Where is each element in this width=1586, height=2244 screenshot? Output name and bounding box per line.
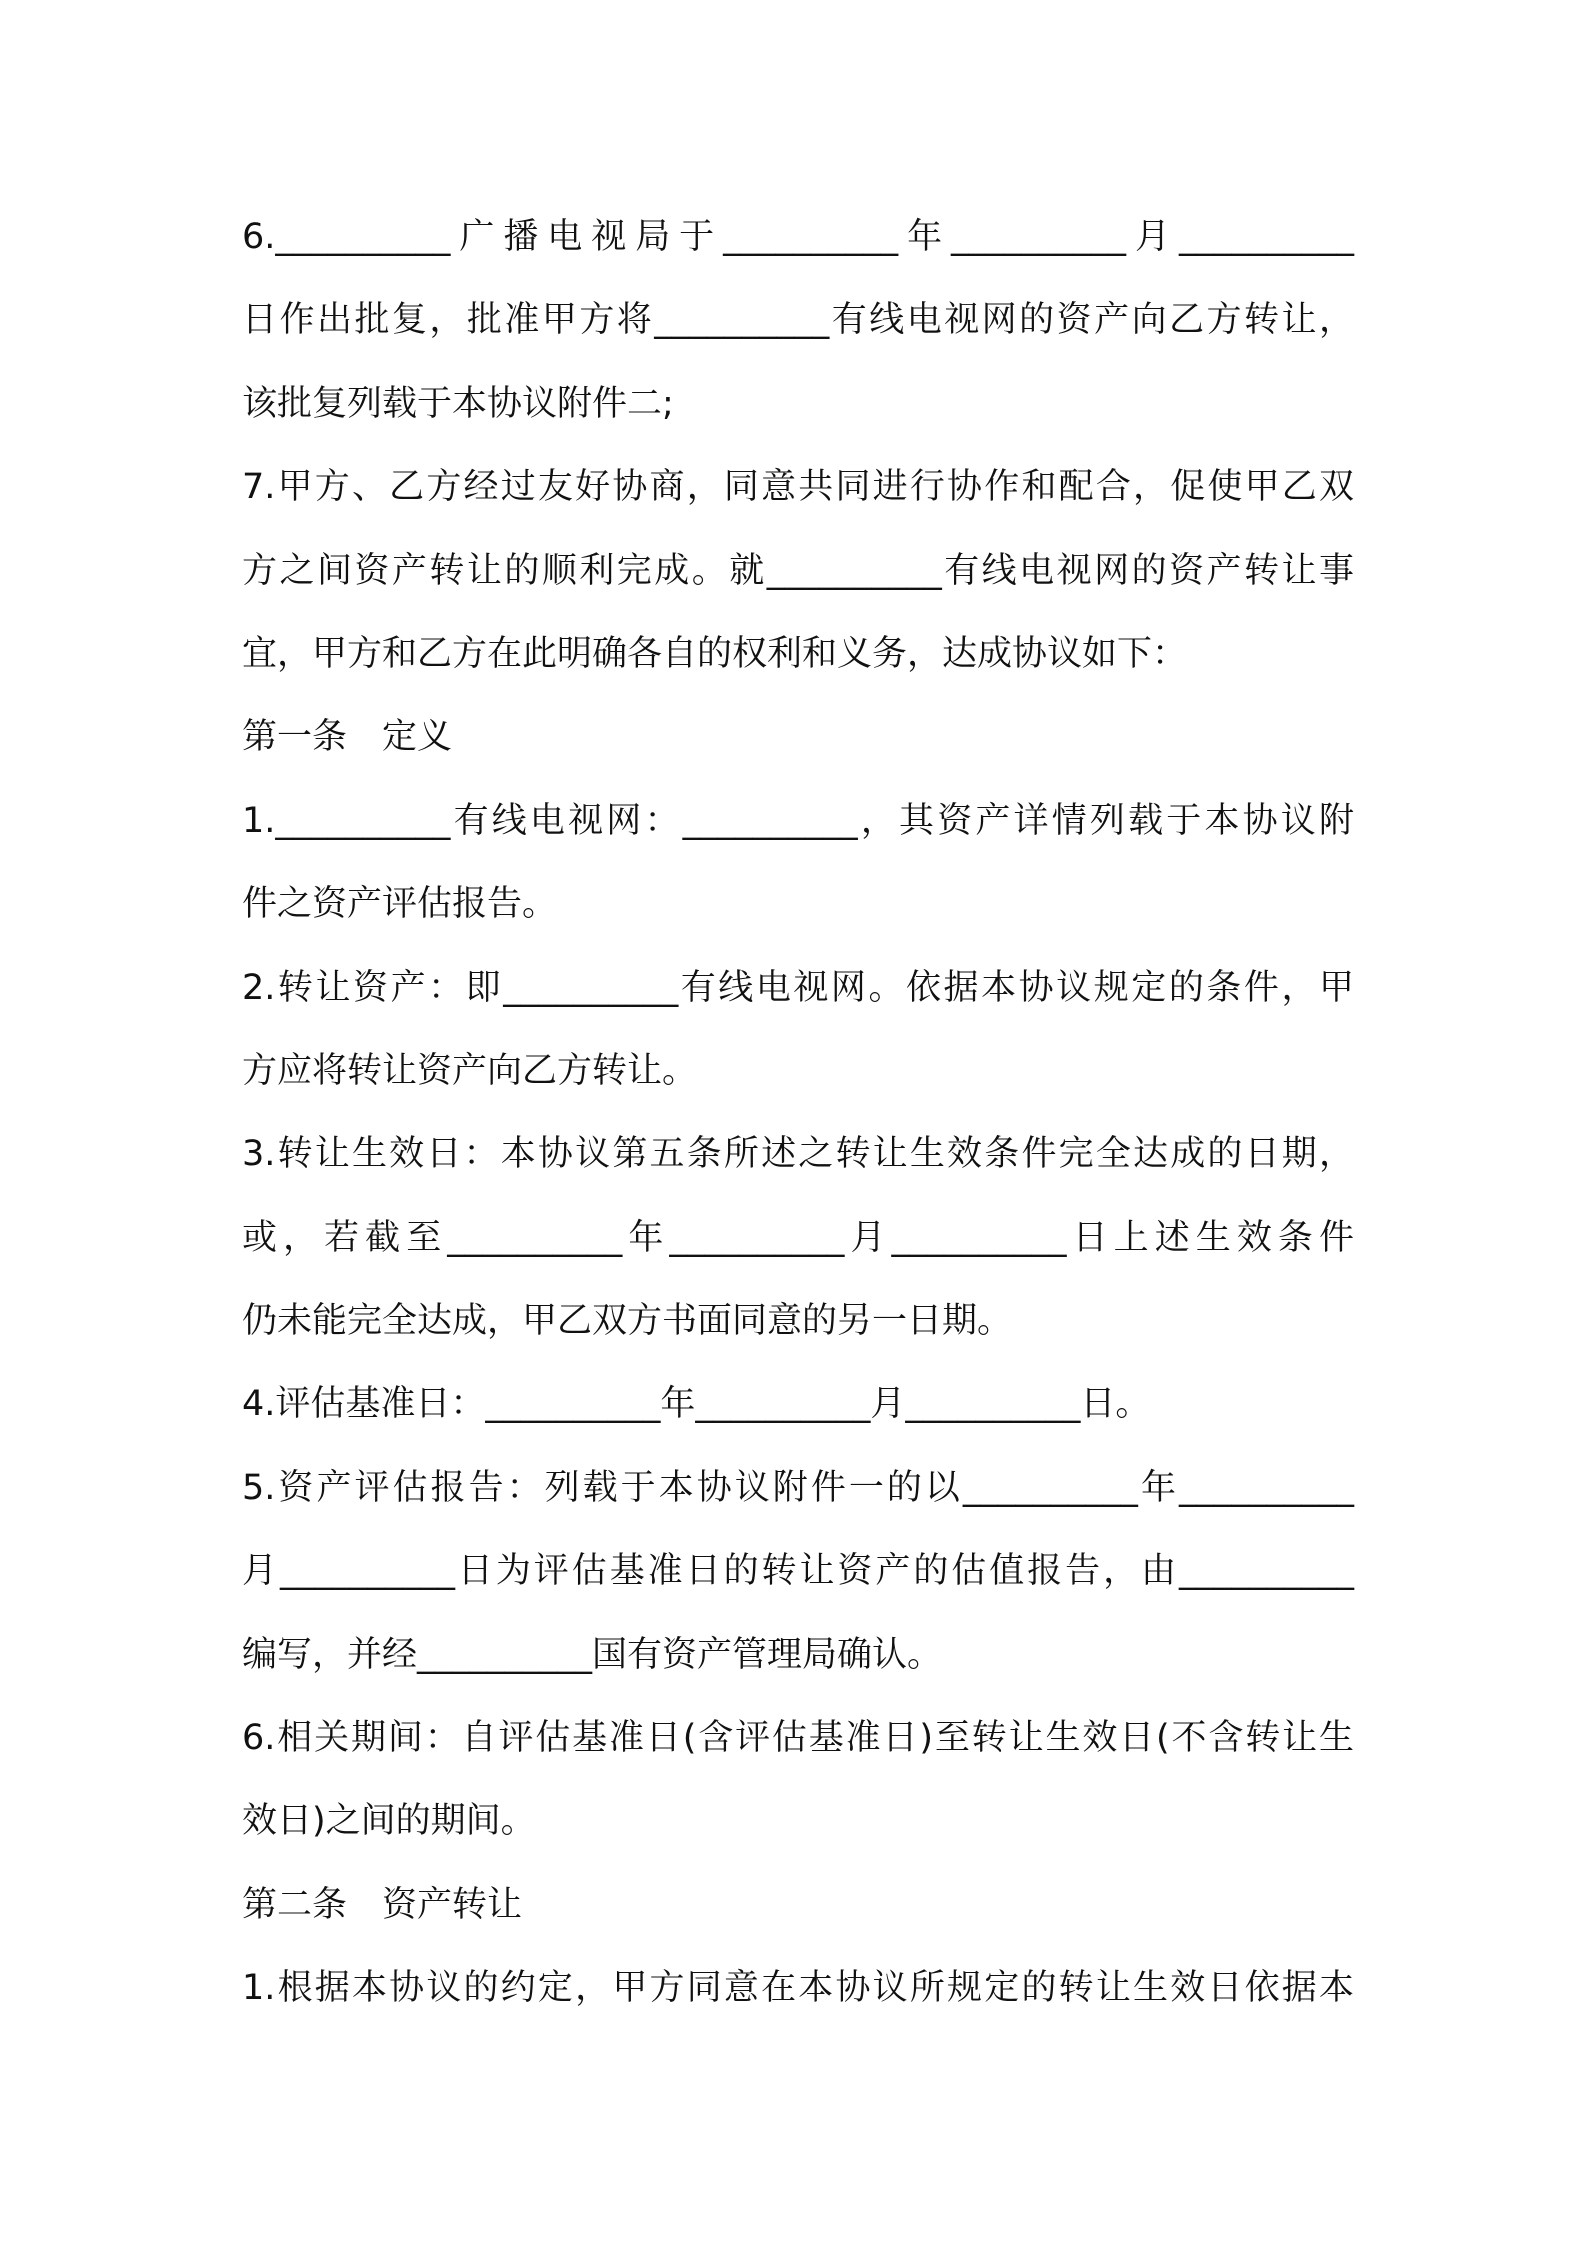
section-heading: 第一条 定义 — [242, 717, 453, 758]
paragraph-line: 3.转让生效日：本协议第五条所述之转让生效条件完全达成的日期， — [242, 1134, 1354, 1175]
document-body — [242, 196, 1354, 2031]
section-heading: 第二条 资产转让 — [242, 1884, 523, 1925]
paragraph-line: 效日)之间的期间。 — [242, 1801, 536, 1842]
paragraph-line: 方之间资产转让的顺利完成。就__________有线电视网的资产转让事 — [242, 550, 1354, 591]
paragraph-line: 1.根据本协议的约定，甲方同意在本协议所规定的转让生效日依据本 — [242, 1968, 1354, 2009]
paragraph-line: 宜，甲方和乙方在此明确各自的权利和义务，达成协议如下： — [242, 633, 1188, 674]
paragraph-line: 7.甲方、乙方经过友好协商，同意共同进行协作和配合，促使甲乙双 — [242, 467, 1354, 508]
paragraph-line: 件之资产评估报告。 — [242, 884, 558, 925]
paragraph-line: 5.资产评估报告：列载于本协议附件一的以__________年__________ — [242, 1467, 1354, 1508]
paragraph-line: 1.__________有线电视网：__________，其资产详情列载于本协议附 — [242, 800, 1354, 841]
paragraph-line: 仍未能完全达成，甲乙双方书面同意的另一日期。 — [242, 1301, 1013, 1342]
paragraph-line: 方应将转让资产向乙方转让。 — [242, 1050, 698, 1091]
paragraph-line: 2.转让资产：即__________有线电视网。依据本协议规定的条件，甲 — [242, 967, 1354, 1008]
paragraph-line: 或，若截至__________年__________月__________日上述生效条件 — [242, 1217, 1354, 1258]
paragraph-line: 6.相关期间：自评估基准日(含评估基准日)至转让生效日(不含转让生 — [242, 1718, 1354, 1759]
paragraph-line: 月__________日为评估基准日的转让资产的估值报告，由__________ — [242, 1551, 1354, 1592]
paragraph-line: 日作出批复，批准甲方将__________有线电视网的资产向乙方转让， — [242, 300, 1354, 341]
paragraph-line: 编写，并经__________国有资产管理局确认。 — [242, 1634, 943, 1675]
paragraph-line: 该批复列载于本协议附件二; — [242, 383, 674, 424]
paragraph-line: 6.__________广播电视局于__________年__________月__________ — [242, 217, 1354, 257]
paragraph-line: 4.评估基准日：__________年__________月__________日。 — [242, 1384, 1151, 1425]
